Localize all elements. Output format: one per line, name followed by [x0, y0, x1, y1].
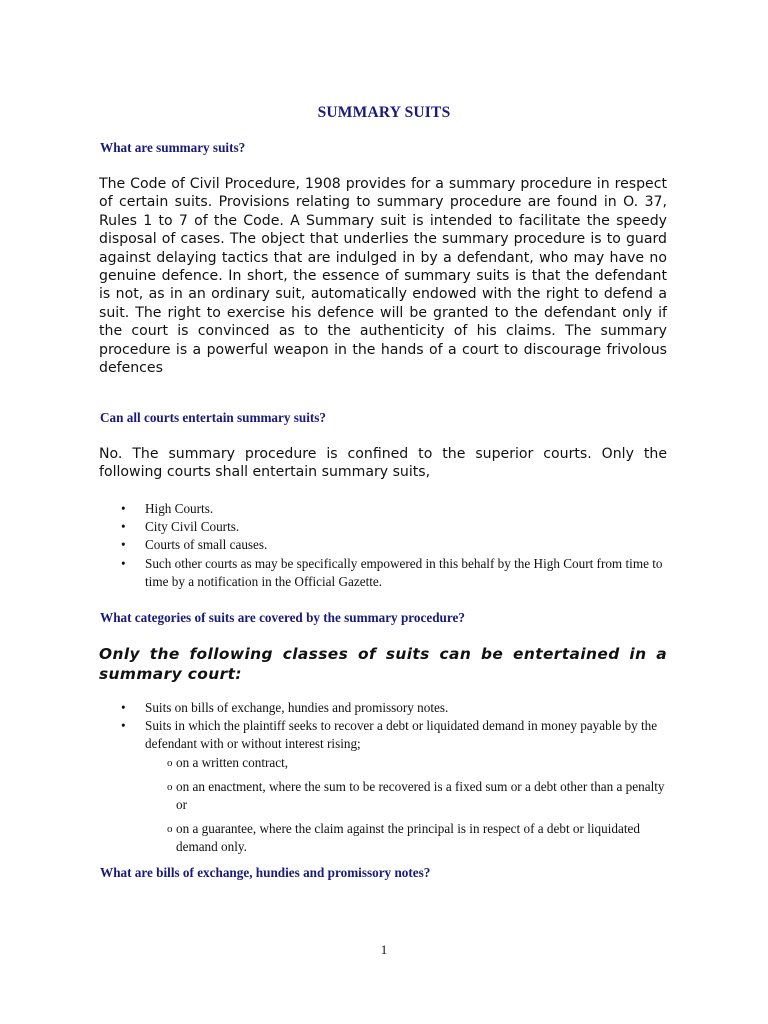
list-item: [100, 536, 670, 554]
section-intro-classes-of-suits: Only the following classes of suits can be entertained in a summary court:: [99, 645, 667, 683]
page-number: 1: [380, 942, 388, 957]
bullet-dot-icon: •: [121, 700, 126, 715]
section-heading-categories-of-suits: What categories of suits are covered by the summary procedure?: [100, 610, 465, 625]
section-heading-can-all-courts: Can all courts entertain summary suits?: [100, 410, 327, 425]
bullet-dot-icon: •: [121, 537, 126, 553]
hollow-circle-icon: o: [167, 756, 173, 769]
list-item: [100, 500, 670, 518]
section-paragraph-summary-suits: The Code of Civil Procedure, 1908 provides for a summary procedure in respect of certain suits. Provisions relating to summary procedure are found in O. 37, Rules 1 to 7 of the Code. A Summary suit is intended to facilitate the speedy disposal of cases. The object that underlies the summary procedure is to guard against delaying tactics that are indulged in by a defendant, who may have no genuine defence. In short, the essence of summary suits is that the defendant is not, as in an ordinary suit, automatically endowed with the right to defend a suit. The right to exercise his defence will be granted to the defendant only if the court is convinced as to the authenticity of his claims. The summary procedure is a powerful weapon in the hands of a court to discourage frivolous defences: [99, 176, 667, 377]
section-paragraph-superior-courts: No. The summary procedure is confined to the superior courts. Only the following courts shall entertain summary suits,: [99, 446, 667, 481]
hollow-circle-icon: o: [167, 823, 173, 836]
sub-list: [145, 754, 670, 857]
list-item-text: Suits on bills of exchange, hundies and promissory notes.: [145, 700, 449, 715]
list-item-text: Such other courts as may be specifically empowered in this behalf by the High Court from time to time by a notification in the Official Gazette.: [145, 555, 663, 589]
bullet-dot-icon: •: [121, 519, 126, 535]
list-item-text: High Courts.: [145, 501, 214, 516]
document-title: SUMMARY SUITS: [317, 104, 451, 121]
list-item-text: Courts of small causes.: [145, 537, 268, 553]
sub-list-item: [100, 778, 670, 814]
courts-list: [100, 500, 670, 591]
sub-list-item: [100, 820, 670, 856]
section-heading-bills-of-exchange: What are bills of exchange, hundies and promissory notes?: [100, 865, 431, 880]
list-item-text: City Civil Courts.: [145, 519, 240, 535]
list-item: [100, 699, 670, 717]
bullet-dot-icon: •: [121, 718, 126, 734]
sub-list-item-text: on an enactment, where the sum to be recovered is a fixed sum or a debt other than a penalty or: [176, 778, 665, 813]
list-item-text: Suits in which the plaintiff seeks to recover a debt or liquidated demand in money payable by the defendant with or without interest rising;: [145, 718, 658, 752]
list-item: [100, 518, 670, 536]
sub-list-item-text: on a written contract,: [176, 754, 289, 770]
sub-list-item: [100, 754, 670, 772]
sub-list-item-text: on a guarantee, where the claim against the principal is in respect of a debt or liquidated demand only.: [176, 821, 640, 855]
bullet-dot-icon: •: [121, 501, 126, 516]
section-heading-what-are-summary-suits: What are summary suits?: [100, 140, 246, 155]
hollow-circle-icon: o: [167, 780, 173, 793]
suit-classes-list: [100, 699, 670, 857]
bullet-dot-icon: •: [121, 555, 126, 571]
list-item: [100, 717, 670, 856]
list-item: [100, 555, 670, 591]
